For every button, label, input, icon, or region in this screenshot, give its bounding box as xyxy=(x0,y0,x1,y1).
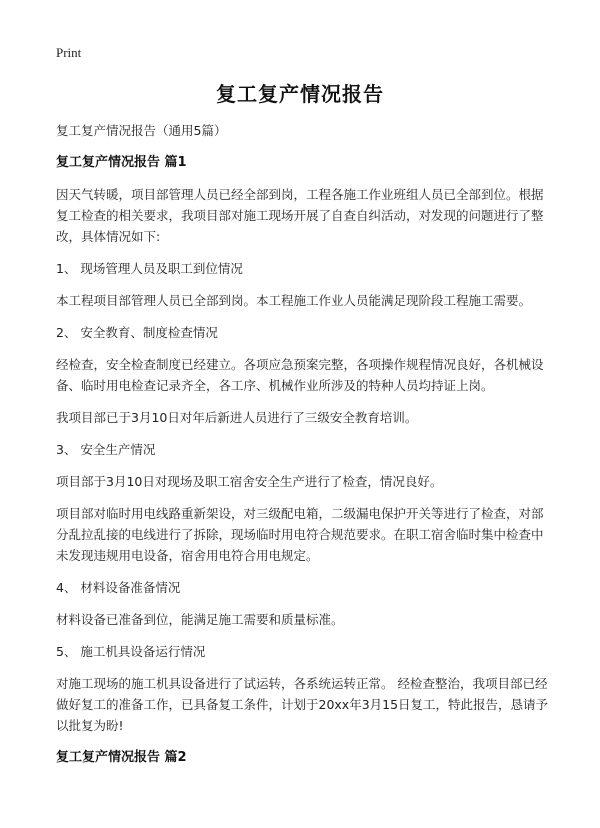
section-2-heading: 2、 安全教育、制度检查情况 xyxy=(56,325,218,340)
section-3-body-2: 项目部对临时用电线路重新架设，对三级配电箱，二级漏电保护开关等进行了检查，对部分乱拉乱接的电线进行了拆除，现场临时用电符合规范要求。在职工宿舍临时集中检查中 未发现违规用电设备，宿舍用电符合用电规定。 xyxy=(56,506,544,563)
document-subtitle: 复工复产情况报告（通用5篇） xyxy=(56,123,227,138)
section-2-body-1: 经检查，安全检查制度已经建立。各项应急预案完整，各项操作规程情况良好，各机械设备、临时用电检查记录齐全，各工序、机械作业所涉及的特种人员均持证上岗。 xyxy=(56,357,544,393)
part-1-heading: 复工复产情况报告 篇1 xyxy=(56,155,187,170)
section-4-heading: 4、 材料设备准备情况 xyxy=(56,580,181,595)
section-5-heading: 5、 施工机具设备运行情况 xyxy=(56,644,206,659)
section-1-heading: 1、 现场管理人员及职工到位情况 xyxy=(56,261,243,276)
page-title: 复工复产情况报告 xyxy=(216,82,384,106)
intro-paragraph: 因天气转暖，项目部管理人员已经全部到岗，工程各施工作业班组人员已全部到位。根据复工检查的相关要求，我项目部对施工现场开展了自查自纠活动，对发现的问题进行了整改，具体情况如下: xyxy=(56,187,544,244)
document-body xyxy=(56,120,554,779)
print-link[interactable]: Print xyxy=(56,45,82,60)
section-5-body: 对施工现场的施工机具设备进行了试运转，各系统运转正常。 经检查整治，我项目部已经做好复工的准备工作，已具备复工条件，计划于20xx年3月15日复工，特此报告，恳请予以批复为盼! xyxy=(56,676,549,733)
section-2-body-2: 我项目部已于3月10日对年后新进人员进行了三级安全教育培训。 xyxy=(56,410,418,425)
part-2-heading: 复工复产情况报告 篇2 xyxy=(56,750,187,765)
section-1-body: 本工程项目部管理人员已全部到岗。本工程施工作业人员能满足现阶段工程施工需要。 xyxy=(56,293,532,308)
section-3-heading: 3、 安全生产情况 xyxy=(56,442,156,457)
section-4-body: 材料设备已准备到位，能满足施工需要和质量标准。 xyxy=(56,612,344,627)
section-3-body-1: 项目部于3月10日对现场及职工宿舍安全生产进行了检查，情况良好。 xyxy=(56,474,443,489)
